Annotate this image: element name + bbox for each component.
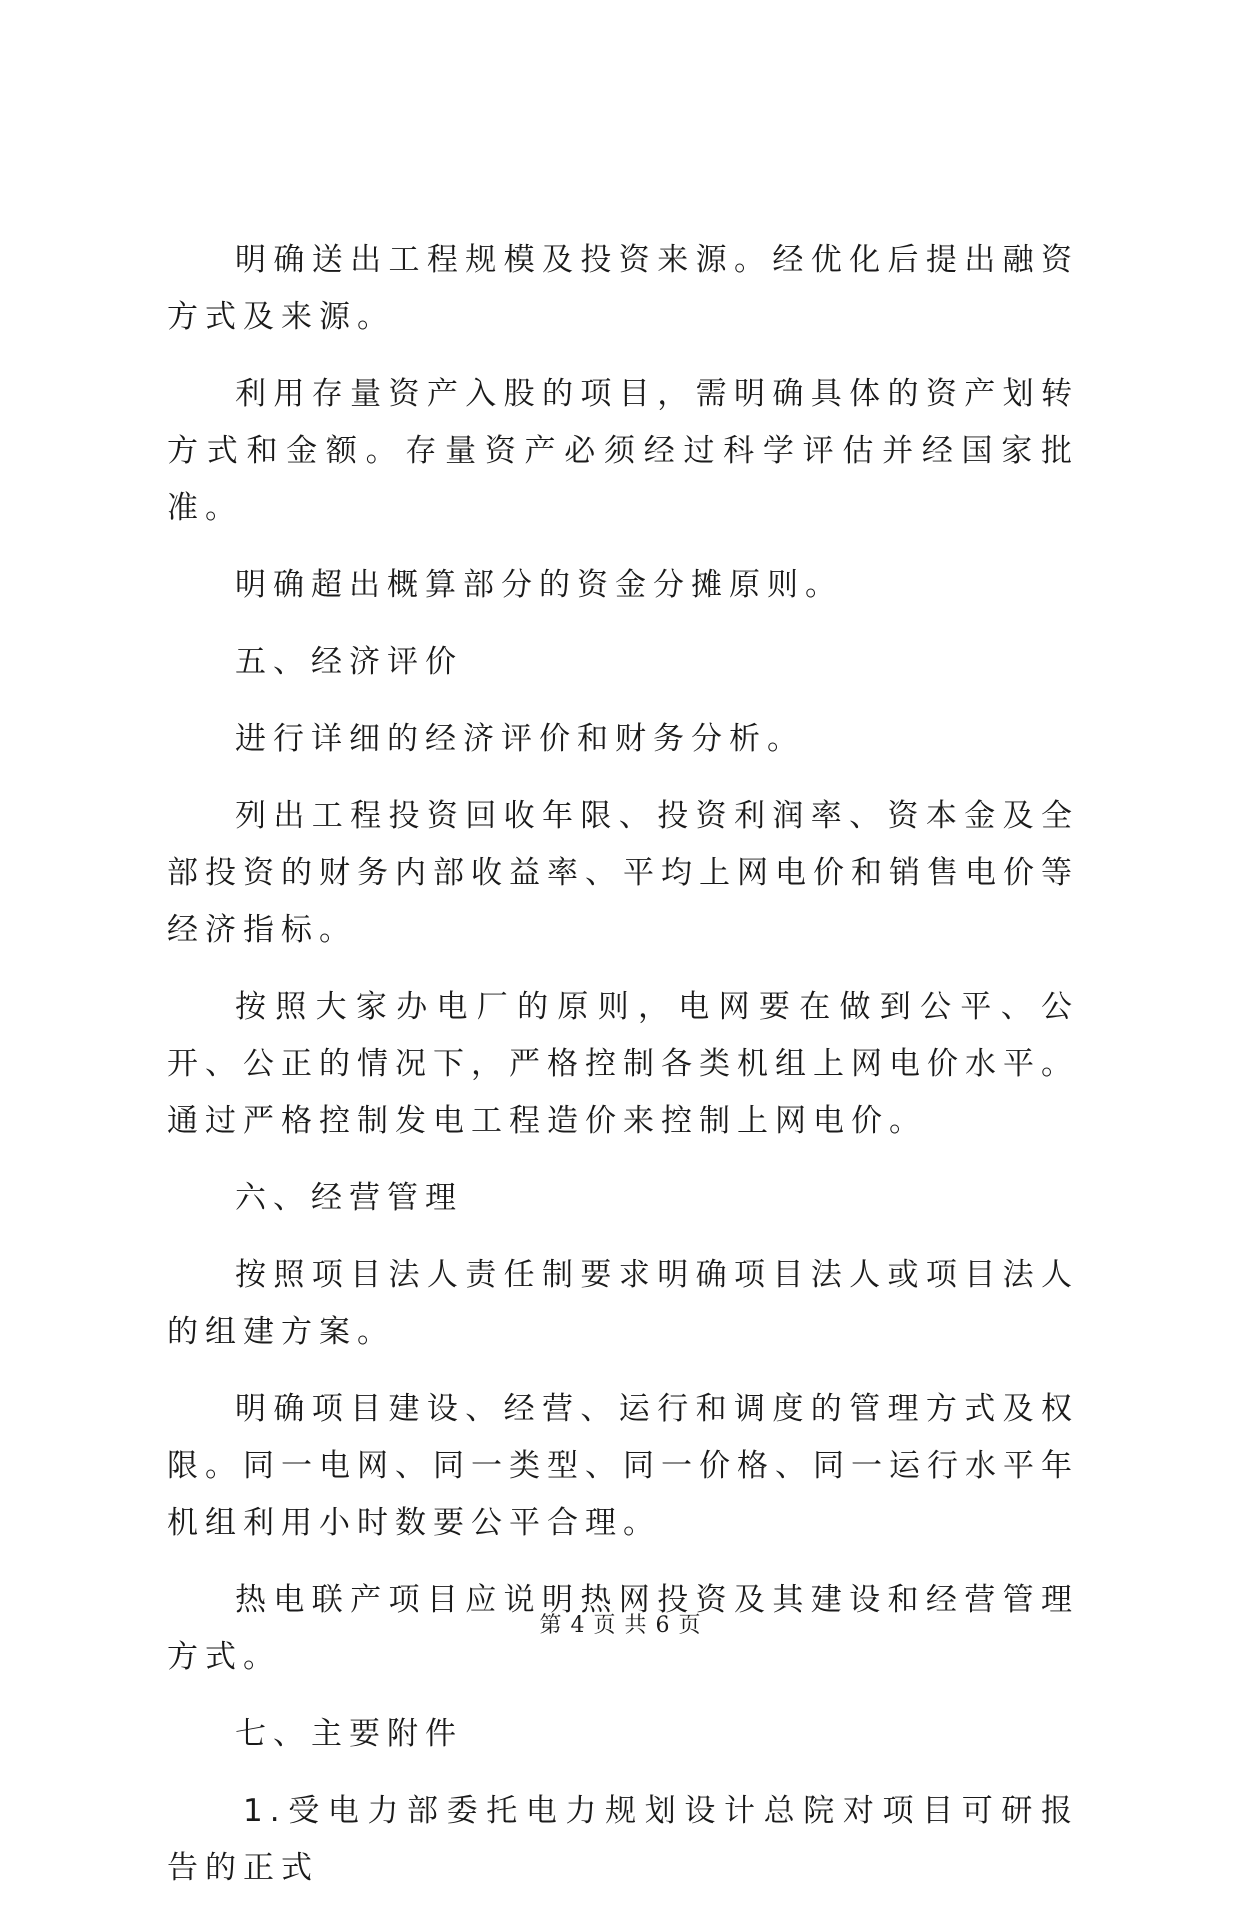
section-heading-operation-management: 六、经营管理 — [235, 1180, 463, 1216]
paragraph-economic-indicators: 列出工程投资回收年限、投资利润率、资本金及全部投资的财务内部收益率、平均上网电价和销售电价等经济指标。 — [167, 798, 1079, 948]
section-heading-economic-evaluation: 五、经济评价 — [235, 644, 463, 680]
paragraph-transmission-scale: 明确送出工程规模及投资来源。经优化后提出融资方式及来源。 — [167, 242, 1079, 335]
body-text — [167, 232, 1079, 1917]
paragraph-management-methods: 明确项目建设、经营、运行和调度的管理方式及权限。同一电网、同一类型、同一价格、同一运行水平年机组利用小时数要公平合理。 — [167, 1391, 1079, 1541]
paragraph-existing-assets: 利用存量资产入股的项目，需明确具体的资产划转方式和金额。存量资产必须经过科学评估并经国家批准。 — [167, 376, 1079, 526]
section-heading-main-attachments: 七、主要附件 — [235, 1716, 463, 1752]
paragraph-overrun-allocation: 明确超出概算部分的资金分摊原则。 — [235, 567, 843, 603]
paragraph-grid-pricing: 按照大家办电厂的原则，电网要在做到公平、公开、公正的情况下，严格控制各类机组上网电价水平。通过严格控制发电工程造价来控制上网电价。 — [167, 989, 1079, 1139]
paragraph-cogeneration: 热电联产项目应说明热网投资及其建设和经营管理方式。 — [167, 1582, 1079, 1675]
list-item-attachment-1: 1.受电力部委托电力规划设计总院对项目可研报告的正式 — [167, 1793, 1079, 1886]
paragraph-financial-analysis: 进行详细的经济评价和财务分析。 — [235, 721, 805, 757]
paragraph-project-legal-person: 按照项目法人责任制要求明确项目法人或项目法人的组建方案。 — [167, 1257, 1079, 1350]
page-number-footer: 第 4 页 共 6 页 — [539, 1613, 702, 1638]
